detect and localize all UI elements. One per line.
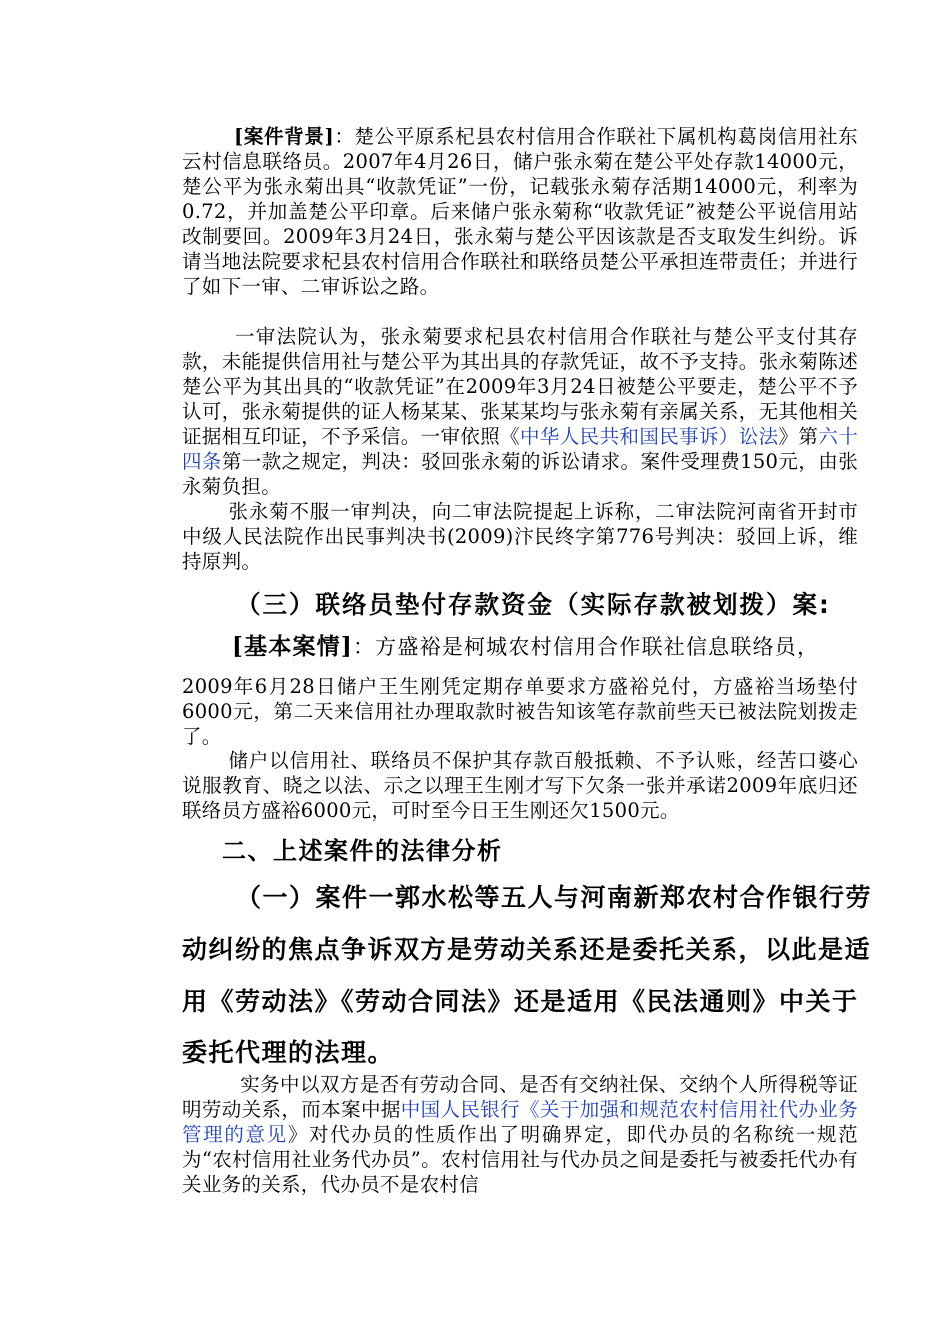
case-one-heading-line-2: 动纠纷的焦点争诉双方是劳动关系还是委托关系，以此是适 [182,935,872,964]
first-instance-paragraph: 一审法院认为，张永菊要求杞县农村信用合作联社与楚公平支付其存款，未能提供信用社与楚公平为其出具的存款凭证，故不予支持。张永菊陈述楚公平为其出具的“收款凭证”在2009年3月24日被楚公平要走，楚公平不予认可，张永菊提供的证人杨某某、张某某均与张永菊有亲属关系，无其他相关证据相互印证，不予采信。一审依照《中华人民共和国民事诉）讼法》第六十四条第一款之规定，判决：驳回张永菊的诉讼请求。案件受理费150元，由张永菊负担。 [182,325,858,498]
case-one-heading-line-1: （一）案件一郭水松等五人与河南新郑农村合作银行劳 [236,883,873,912]
practice-paragraph: 实务中以双方是否有劳动合同、是否有交纳社保、交纳个人所得税等证明劳动关系，而本案中据中国人民银行《关于加强和规范农村信用社代办业务管理的意见》对代办员的性质作出了明确界定，即代办员的名称统一规范为“农村信用社业务代办员”。农村信用社与代办员之间是委托与被委托代办有关业务的关系，代办员不是农村信 [182,1073,858,1196]
basic-facts-label: [基本案情] [232,633,353,660]
case-three-heading: （三）联络员垫付存款资金（实际存款被划拨）案: [236,590,831,619]
depositor-paragraph: 储户以信用社、联络员不保护其存款百般抵赖、不予认账，经苦口婆心说服教育、晓之以法、示之以理王生刚才写下欠条一张并承诺2009年底归还联络员方盛裕6000元，可时至今日王生刚还欠1500元。 [182,749,858,822]
case-background-paragraph: [案件背景]：楚公平原系杞县农村信用合作联社下属机构葛岗信用社东云村信息联络员。2007年4月26日，储户张永菊在楚公平处存款14000元，楚公平为张永菊出具“收款凭证”一份，记载张永菊存活期14000元，利率为0.72，并加盖楚公平印章。后来储户张永菊称“收款凭证”被楚公平说信用站改制要回。2009年3月24日，张永菊与楚公平因该款是否支取发生纠纷。诉请当地法院要求杞县农村信用合作联社和联络员楚公平承担连带责任；并进行了如下一审、二审诉讼之路。 [182,125,858,298]
civil-procedure-law-link[interactable]: 中华人民共和国民事诉）讼法 [520,425,779,448]
case-background-text: 楚公平原系杞县农村信用合作联社下属机构葛岗信用社东云村信息联络员。2007年4月26日，储户张永菊在楚公平处存款14000元，楚公平为张永菊出具“收款凭证”一份，记载张永菊存活期14000元，利率为0.72，并加盖楚公平印章。后来储户张永菊称“收款凭证”被楚公平说信用站改制要回。2009年3月24日，张永菊与楚公平因该款是否支取发生纠纷。诉请当地法院要求杞县农村信用合作联社和联络员楚公平承担连带责任；并进行了如下一审、二审诉讼之路。 [182,125,858,298]
section-two-heading: 二、上述案件的法律分析 [222,837,503,865]
case-background-label: [案件背景] [234,125,335,148]
case-one-heading-line-4: 委托代理的法理。 [182,1038,395,1067]
second-instance-paragraph: 张永菊不服一审判决，向二审法院提起上诉称，二审法院河南省开封市中级人民法院作出民事判决书(2009)汴民终字第776号判决：驳回上诉，维持原判。 [182,500,858,573]
opinion-document-link[interactable]: 《关于加强和规范农村信用社代办业务管理的意见 [182,1098,858,1146]
basic-facts-paragraph: 2009年6月28日储户王生刚凭定期存单要求方盛裕兑付，方盛裕当场垫付6000元，第二天来信用社办理取款时被告知该笔存款前些天已被法院划拨走了。 [182,675,858,748]
pboc-link[interactable]: 中国人民银行 [400,1098,521,1121]
article-64-link[interactable]: 六十四条 [182,425,858,473]
case-one-heading-line-3: 用《劳动法》《劳动合同法》还是适用《民法通则》中关于 [182,987,859,1016]
basic-facts-first-line: [基本案情]：方盛裕是柯城农村信用合作联社信息联络员， [232,633,820,660]
